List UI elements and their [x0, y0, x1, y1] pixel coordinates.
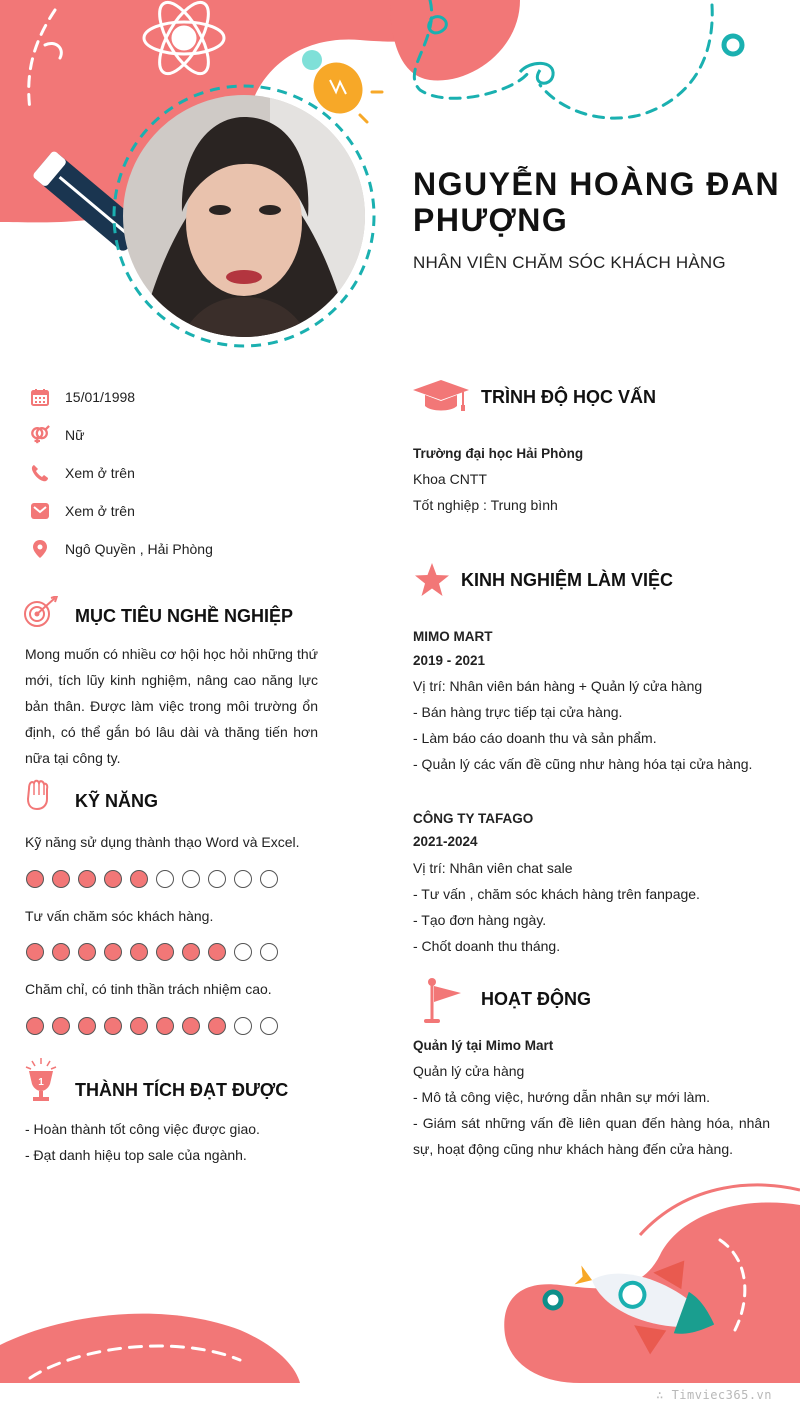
education-grade: Tốt nghiệp : Trung bình: [413, 497, 558, 513]
rating-dot-filled: [104, 870, 122, 888]
rating-dot-filled: [130, 870, 148, 888]
skill-label-3: Chăm chỉ, có tinh thần trách nhiệm cao.: [25, 981, 272, 997]
job-title: NHÂN VIÊN CHĂM SÓC KHÁCH HÀNG: [413, 253, 726, 272]
contact-gender: [30, 424, 85, 446]
contact-address: [30, 538, 213, 560]
objective-text: Mong muốn có nhiều cơ hội học hỏi những thứ mới, tích lũy kinh nghiệm, nâng cao năng lực bản thân. Được làm việc trong môi trường ổn định, có thể gắn bó lâu dài và thăng tiến hơn nữa tại công ty.: [25, 646, 318, 766]
rating-dot-filled: [104, 943, 122, 961]
watermark: ∴ Timviec365.vn: [656, 1388, 772, 1402]
skill-rating-3: [26, 1017, 278, 1035]
job-2-company: CÔNG TY TAFAGO: [413, 811, 534, 826]
experience-title: KINH NGHIỆM LÀM VIỆC: [461, 570, 674, 590]
job-2-line-2: - Tư vấn , chăm sóc khách hàng trên fanpage.: [413, 886, 700, 902]
target-icon: [23, 596, 59, 630]
activity-line-1: - Mô tả công việc, hướng dẫn nhân sự mới làm.: [413, 1089, 711, 1105]
rating-dot-empty: [260, 943, 278, 961]
job-2-line-3: - Tạo đơn hàng ngày.: [413, 912, 547, 928]
flag-icon: [421, 978, 463, 1024]
job-2-period: 2021-2024: [413, 834, 478, 849]
rating-dot-empty: [182, 870, 200, 888]
objective-title: MỤC TIÊU NGHỀ NGHIỆP: [75, 606, 294, 626]
job-2-line-4: - Chốt doanh thu tháng.: [413, 938, 561, 954]
skills-title: KỸ NĂNG: [75, 791, 159, 811]
job-1-line-1: Vị trí: Nhân viên bán hàng + Quản lý cửa hàng: [413, 678, 703, 694]
rating-dot-filled: [26, 943, 44, 961]
email-icon: [30, 501, 50, 521]
rating-dot-filled: [208, 943, 226, 961]
education-faculty: Khoa CNTT: [413, 471, 487, 487]
skill-rating-2: [26, 943, 278, 961]
education-title: TRÌNH ĐỘ HỌC VẤN: [481, 387, 656, 407]
rating-dot-empty: [234, 870, 252, 888]
rating-dot-filled: [208, 1017, 226, 1035]
star-icon: [414, 563, 450, 597]
activity-role: Quản lý cửa hàng: [413, 1063, 525, 1079]
job-1-line-2: - Bán hàng trực tiếp tại cửa hàng.: [413, 704, 623, 720]
rating-dot-empty: [156, 870, 174, 888]
skill-rating-1: [26, 870, 278, 888]
rating-dot-filled: [130, 943, 148, 961]
rating-dot-filled: [156, 943, 174, 961]
graduation-cap-icon: [413, 378, 469, 414]
activity-org: Quản lý tại Mimo Mart: [413, 1038, 554, 1053]
activity-line-2: - Giám sát những vấn đề liên quan đến hàng hóa, nhân sự, hoạt động cũng như khách hàng đến cửa hàng.: [413, 1115, 770, 1157]
rating-dot-filled: [78, 870, 96, 888]
birthdate-text: 15/01/1998: [65, 389, 136, 405]
address-text: Ngô Quyền , Hải Phòng: [65, 541, 213, 557]
location-pin-icon: [30, 539, 50, 559]
rating-dot-empty: [234, 1017, 252, 1035]
rating-dot-filled: [52, 870, 70, 888]
achievement-line-1: - Hoàn thành tốt công việc được giao.: [25, 1121, 260, 1137]
job-1-period: 2019 - 2021: [413, 653, 486, 668]
trophy-icon: [24, 1058, 58, 1102]
gender-text: Nữ: [65, 427, 85, 443]
skill-label-1: Kỹ năng sử dụng thành thạo Word và Excel.: [25, 834, 300, 850]
rating-dot-filled: [130, 1017, 148, 1035]
rating-dot-filled: [182, 1017, 200, 1035]
rating-dot-filled: [52, 1017, 70, 1035]
svg-text:1: 1: [38, 1077, 44, 1088]
education-school: Trường đại học Hải Phòng: [413, 446, 584, 461]
job-1-line-3: - Làm báo cáo doanh thu và sản phẩm.: [413, 730, 657, 746]
contact-email: [30, 500, 135, 522]
achievement-line-2: - Đạt danh hiệu top sale của ngành.: [25, 1147, 247, 1163]
job-2-line-1: Vị trí: Nhân viên chat sale: [413, 860, 573, 876]
phone-text: Xem ở trên: [65, 465, 135, 481]
phone-icon: [30, 463, 50, 483]
contact-phone: [30, 462, 135, 484]
job-1-company: MIMO MART: [413, 629, 493, 644]
profile-photo: [120, 92, 368, 340]
rating-dot-filled: [182, 943, 200, 961]
bottom-left-blob: [0, 1314, 300, 1383]
contact-birthdate: [30, 386, 136, 408]
email-text: Xem ở trên: [65, 503, 135, 519]
achievements-title: THÀNH TÍCH ĐẠT ĐƯỢC: [75, 1080, 289, 1100]
rating-dot-empty: [208, 870, 226, 888]
rating-dot-filled: [156, 1017, 174, 1035]
rating-dot-filled: [78, 1017, 96, 1035]
teal-ring: [724, 36, 742, 54]
top-blob-right: [390, 0, 520, 80]
rating-dot-filled: [26, 870, 44, 888]
rating-dot-filled: [52, 943, 70, 961]
activities-title: HOẠT ĐỘNG: [481, 989, 591, 1009]
rating-dot-filled: [26, 1017, 44, 1035]
gender-icon: [30, 425, 50, 445]
calendar-icon: [30, 387, 50, 407]
job-1-line-4: - Quản lý các vấn đề cũng như hàng hóa tại cửa hàng.: [413, 756, 753, 772]
rating-dot-filled: [78, 943, 96, 961]
skill-label-2: Tư vấn chăm sóc khách hàng.: [25, 908, 214, 924]
rating-dot-filled: [104, 1017, 122, 1035]
rating-dot-empty: [234, 943, 252, 961]
rating-dot-empty: [260, 870, 278, 888]
rating-dot-empty: [260, 1017, 278, 1035]
candidate-name: NGUYỄN HOÀNG ĐAN PHƯỢNG: [413, 166, 781, 238]
fist-icon: [25, 779, 49, 811]
